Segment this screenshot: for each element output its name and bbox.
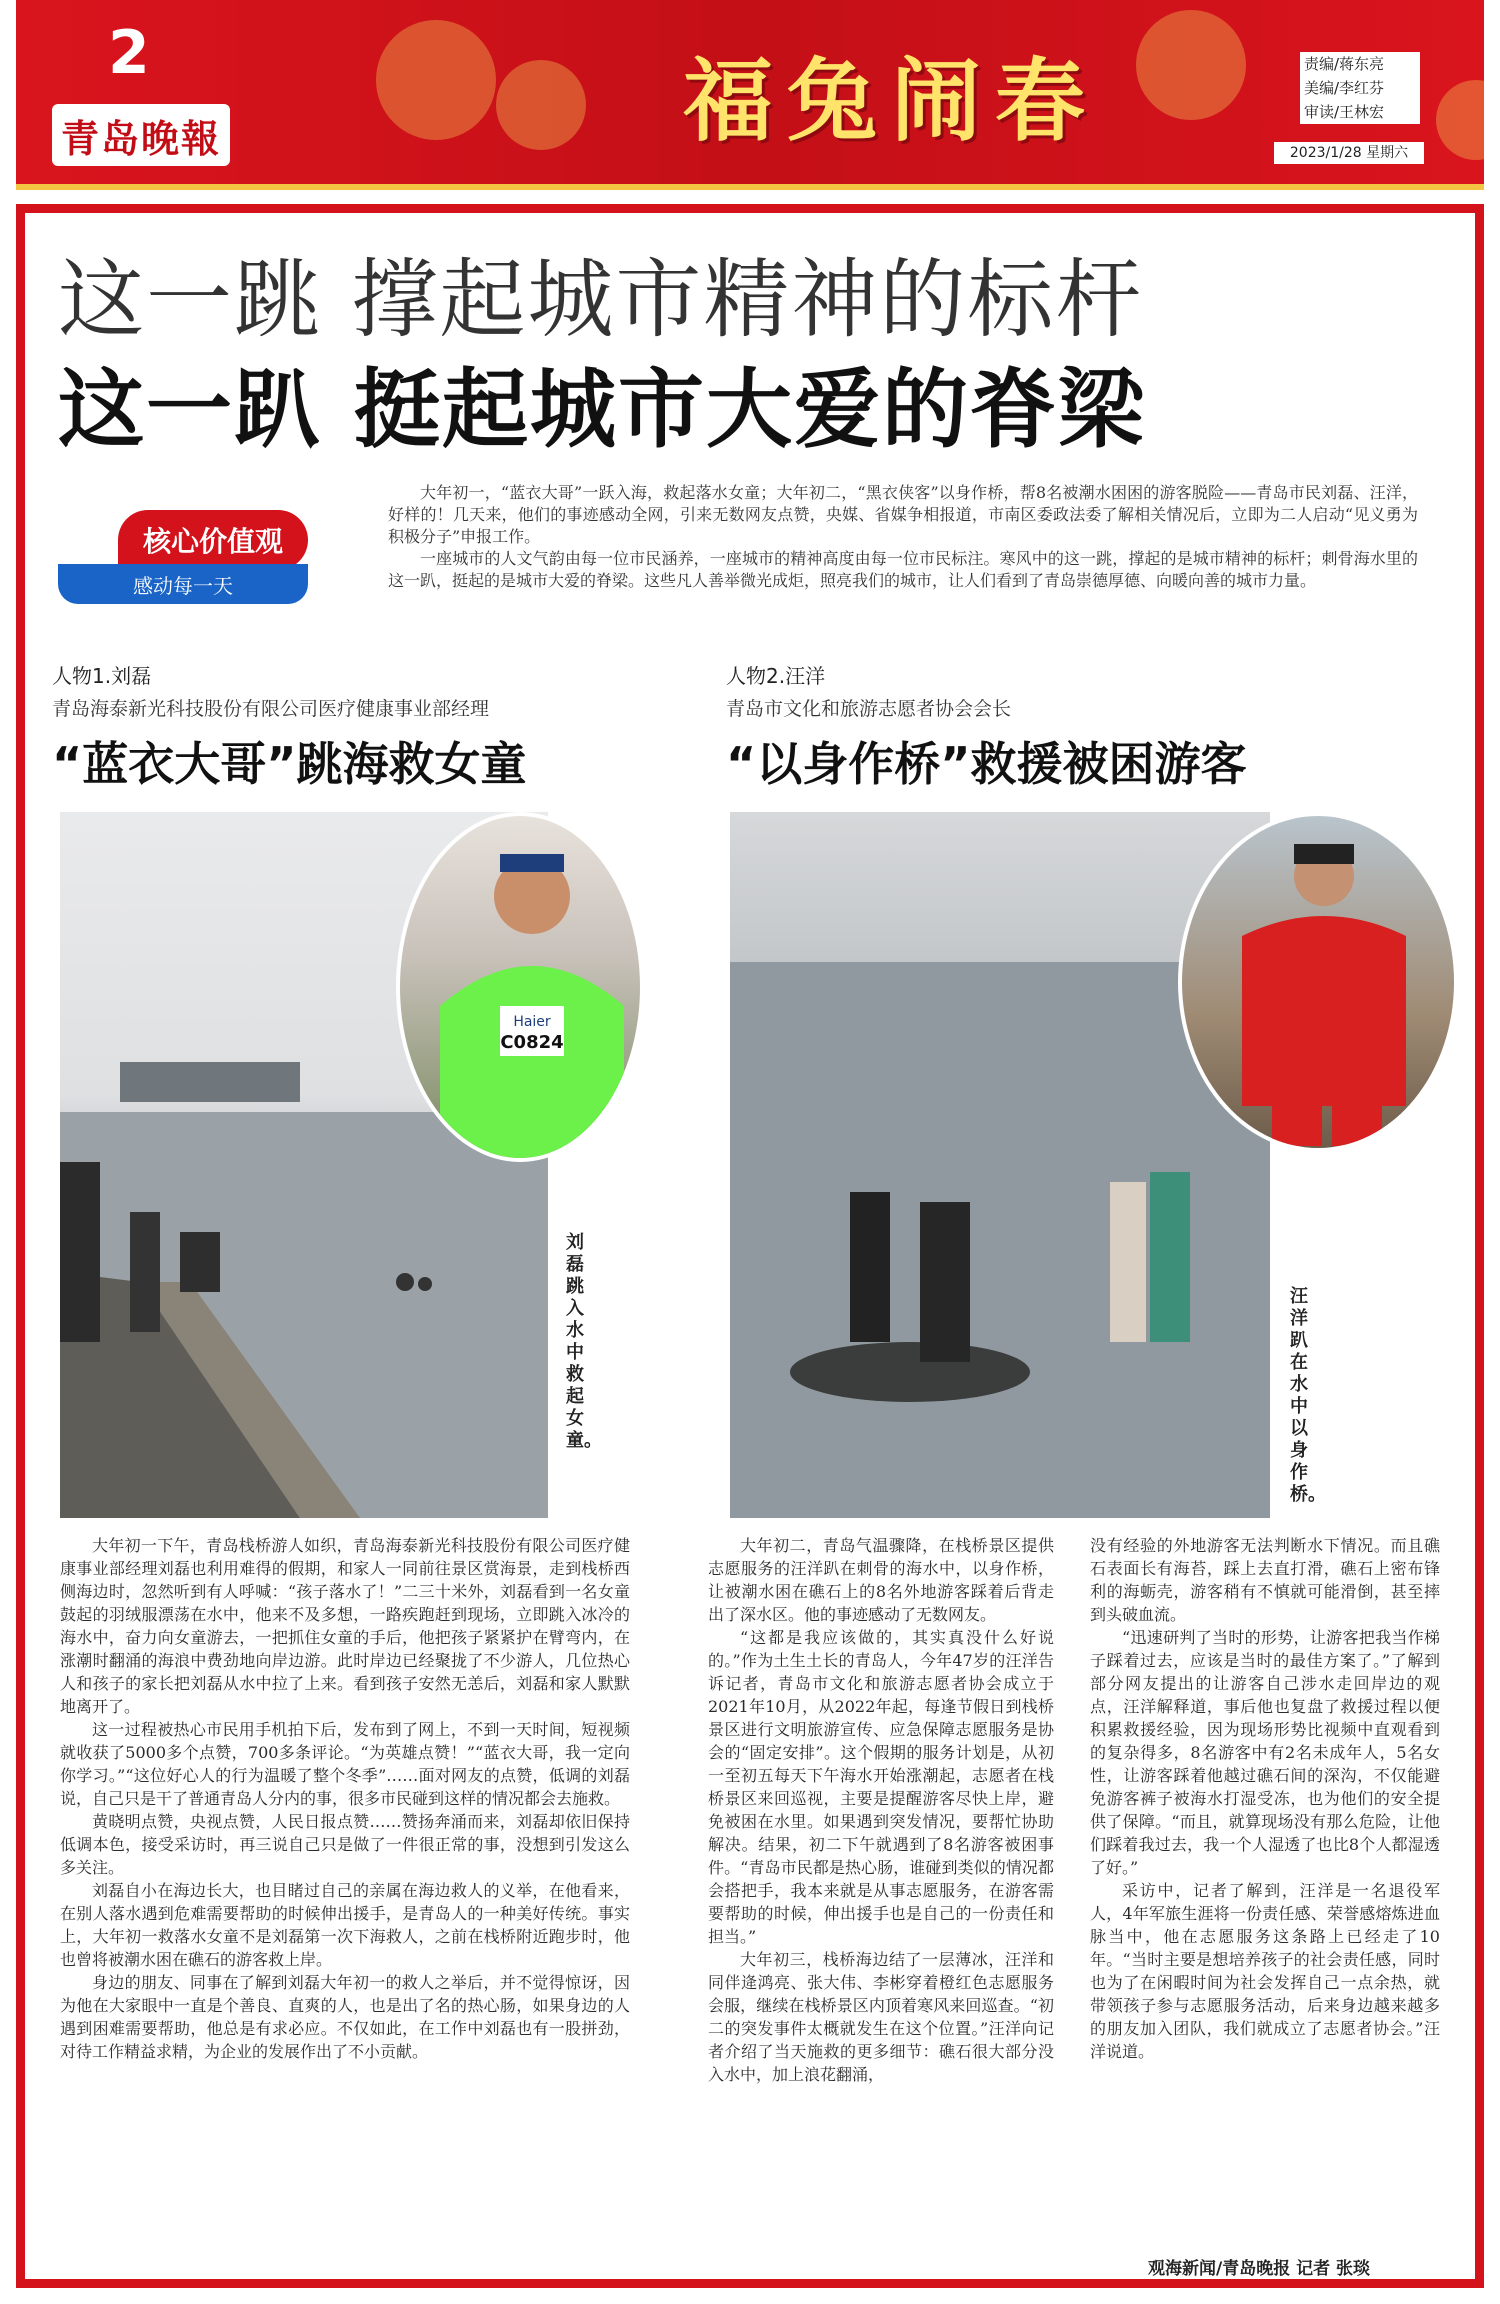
page-number: 2 <box>108 18 150 88</box>
shirt-brand-label: Haier <box>513 1014 551 1030</box>
story1-paragraph: 刘磊自小在海边长大，也目睹过自己的亲属在海边救人的义举，在他看来，在别人落水遇到危难需要帮助的时候伸出援手，是青岛人的一种美好传统。事实上，大年初一救落水女童不是刘磊第一次下海救人，之前在栈桥附近跑步时，他也曾将被潮水困在礁石的游客救上岸。 <box>60 1881 630 1969</box>
story2-paragraph: 大年初二，青岛气温骤降，在栈桥景区提供志愿服务的汪洋趴在刺骨的海水中，以身作桥，让被潮水困在礁石上的8名外地游客踩着后背走出了深水区。他的事迹感动了无数网友。 <box>708 1536 1054 1624</box>
section-title <box>656 28 1126 158</box>
runner-portrait <box>400 816 644 1162</box>
story2-paragraph: 大年初三，栈桥海边结了一层薄冰，汪洋和同伴逄鸿亮、张大伟、李彬穿着橙红色志愿服务会服，继续在栈桥景区内顶着寒风来回巡查。“初二的突发事件太概就发生在这个位置。”汪洋向记者介绍了当天施救的更多细节：礁石很大部分没入水中，加上浪花翻涌， <box>708 1950 1054 2084</box>
story2-title: “以身作桥”救援被困游客 <box>726 737 1247 791</box>
portrait-liulei <box>396 812 644 1162</box>
intro-text <box>388 482 1418 592</box>
story1-paragraph: 这一过程被热心市民用手机拍下后，发布到了网上，不到一天时间，短视频就收获了5000多个点赞，700多条评论。“为英雄点赞！”“蓝衣大哥，我一定向你学习。”“这位好心人的行为温暖了整个冬季”……面对网友的点赞，低调的刘磊说，自己只是干了普通青岛人分内的事，很多市民碰到这样的情况都会去施救。 <box>60 1720 630 1808</box>
badge-bottom-text: 感动每一天 <box>58 564 308 604</box>
masthead-banner <box>16 0 1484 190</box>
person2-tag: 人物2.汪洋 <box>726 664 826 688</box>
intro-paragraph: 大年初一，“蓝衣大哥”一跃入海，救起落水女童；大年初二，“黑衣侠客”以身作桥，帮8名被潮水困困的游客脱险——青岛市民刘磊、汪洋，好样的！几天来，他们的事迹感动全网，引来无数网友点赞，央媒、省媒争相报道，市南区委政法委了解相关情况后，立即为二人启动“见义勇为积极分子”申报工作。 <box>388 483 1418 546</box>
core-values-badge <box>58 510 308 610</box>
story1-paragraph: 黄晓明点赞，央视点赞，人民日报点赞……赞扬奔涌而来，刘磊却依旧保持低调本色，接受采访时，再三说自己只是做了一件很正常的事，没想到引发这么多关注。 <box>60 1812 630 1877</box>
byline: 观海新闻/青岛晚报 记者 张琰 <box>1148 2259 1371 2279</box>
story2-body-col1 <box>708 1534 1054 2086</box>
credit-line: 审读/王林宏 <box>1304 103 1385 121</box>
editor-credits <box>1300 52 1420 124</box>
person2-role: 青岛市文化和旅游志愿者协会会长 <box>726 698 1012 720</box>
story2-paragraph: “这都是我应该做的，其实真没什么好说的。”作为土生土长的青岛人，今年47岁的汪洋告诉记者，青岛市文化和旅游志愿者协会成立于2021年10月，从2022年起，每逢节假日到栈桥景区进行文明旅游宣传、应急保障志愿服务是协会的“固定安排”。这个假期的服务计划是，从初一至初五每天下午海水开始涨潮起，志愿者在栈桥景区来回巡视，主要是提醒游客尽快上岸，避免被困在水里。如果遇到突发情况，要帮忙协助解决。结果，初二下午就遇到了8名游客被困事件。“青岛市民都是热心肠，谁碰到类似的情况都会搭把手，我本来就是从事志愿服务，在游客需要帮助的时候，伸出援手也是自己的一份责任和担当。” <box>708 1628 1054 1946</box>
credit-line: 责编/蒋东亮 <box>1304 55 1385 73</box>
story2-paragraph: 没有经验的外地游客无法判断水下情况。而且礁石表面长有海苔，踩上去直打滑，礁石上密布锋利的海蛎壳，游客稍有不慎就可能滑倒，甚至摔到头破血流。 <box>1090 1536 1440 1624</box>
story1-paragraph: 身边的朋友、同事在了解到刘磊大年初一的救人之举后，并不觉得惊讶，因为他在大家眼中一直是个善良、直爽的人，也是出了名的热心肠，如果身边的人遇到困难需要帮助，他总是有求必应。不仅如此，在工作中刘磊也有一股拼劲，对待工作精益求精，为企业的发展作出了不小贡献。 <box>60 1973 630 2061</box>
photo2-caption: 汪洋趴在水中以身作桥。 <box>1290 1286 1326 1505</box>
story1-title: “蓝衣大哥”跳海救女童 <box>52 737 527 791</box>
lantern-decoration-icon <box>1136 10 1246 120</box>
story2-paragraph: “迅速研判了当时的形势，让游客把我当作梯子踩着过去，应该是当时的最佳方案了。”了解到部分网友提出的让游客自己涉水走回岸边的观点，汪洋解释道，事后他也复盘了救援过程以便积累救援经验，因为现场形势比视频中直观看到的复杂得多，8名游客中有2名未成年人，5名女性，让游客踩着他越过礁石间的深沟，不仅能避免游客裤子被海水打湿受冻，也为他们的安全提供了保障。“而且，就算现场没有那么危险，让他们踩着我过去，我一个人湿透了也比8个人都湿透了好。” <box>1090 1628 1440 1877</box>
story2-body-col2 <box>1090 1534 1440 2063</box>
headline-line-1: 这一跳 撑起城市精神的标杆 <box>58 250 1144 350</box>
story1-body <box>60 1534 630 2063</box>
lantern-decoration-icon <box>376 20 496 140</box>
lantern-decoration-icon <box>496 60 586 150</box>
volunteer-portrait <box>1182 816 1458 1152</box>
photo1-caption: 刘磊跳入水中救起女童。 <box>566 1232 602 1451</box>
headline-line-2: 这一趴 挺起城市大爱的脊梁 <box>58 359 1146 460</box>
person1-tag: 人物1.刘磊 <box>52 664 152 688</box>
story1-paragraph: 大年初一下午，青岛栈桥游人如织，青岛海泰新光科技股份有限公司医疗健康事业部经理刘磊也利用难得的假期，和家人一同前往景区赏海景，走到栈桥西侧海边时，忽然听到有人呼喊：“孩子落水了！”二三十米外，刘磊看到一名女童鼓起的羽绒服漂荡在水中，他来不及多想，一路疾跑赶到现场，立即跳入冰冷的海水中，奋力向女童游去，一把抓住女童的手后，他把孩子紧紧护在臂弯内，在涨潮时翻涌的海浪中费劲地向岸边游。此时岸边已经聚拢了不少游人，几位热心人和孩子的家长把刘磊从水中拉了上来。看到孩子安然无恙后，刘磊和家人默默地离开了。 <box>60 1536 630 1716</box>
portrait-wangyang <box>1178 812 1458 1152</box>
intro-paragraph: 一座城市的人文气韵由每一位市民涵养，一座城市的精神高度由每一位市民标注。寒风中的这一跳，撑起的是城市精神的标杆；刺骨海水里的这一趴，挺起的是城市大爱的脊梁。这些凡人善举微光成炬，照亮我们的城市，让人们看到了青岛崇德厚德、向暖向善的城市力量。 <box>388 549 1418 590</box>
story2-paragraph: 采访中，记者了解到，汪洋是一名退役军人，4年军旅生涯将一份责任感、荣誉感熔炼进血脉当中，他在志愿服务这条路上已经走了10年。“当时主要是想培养孩子的社会责任感，同时也为了在闲暇时间为社会发挥自己一点余热，就带领孩子参与志愿服务活动，后来身边越来越多的朋友加入团队，我们就成立了志愿者协会。”汪洋说道。 <box>1090 1881 1440 2061</box>
race-bib-number: C0824 <box>500 1032 564 1053</box>
publication-date: 2023/1/28 星期六 <box>1274 142 1424 164</box>
section-title-text: 福兔闹春 <box>683 48 1099 154</box>
lantern-decoration-icon <box>1436 80 1484 160</box>
newspaper-logo: 青岛晚報 <box>52 104 230 166</box>
person1-role: 青岛海泰新光科技股份有限公司医疗健康事业部经理 <box>52 698 490 720</box>
credit-line: 美编/李红芬 <box>1304 79 1385 97</box>
badge-top-text: 核心价值观 <box>118 510 308 570</box>
